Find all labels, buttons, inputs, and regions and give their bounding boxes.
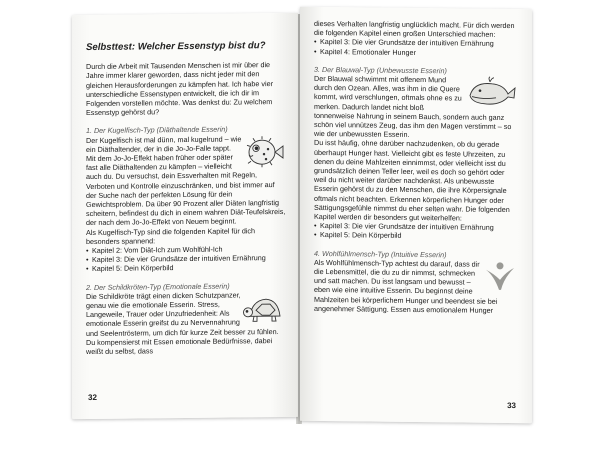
- section-text-pufferfish: Der Kugelfisch ist mal dünn, mal kugelrund – wie ein Diäthaltender, der in die Jo-Jo-Falle tappt. Mit dem Jo-Jo-Effekt haben früher oder später fast alle Diäthaltenden zu kämpfen – vielleicht auch du. Du versuchst, dein Essverhalten mit Regeln, Verboten und Kontrolle einzuschränken, und bist immer auf der Suche nach der perfekten Lösung für dein Gewichtsproblem. Da über 90 Prozent aller Diäten langfristig scheitern, befindest du dich in einem wahren Diät-Teufelskreis, der nach dem Jo-Jo-Effekt von Neuem beginnt.: [86, 134, 286, 228]
- right-page-content: [314, 19, 518, 315]
- wellbeing-person-icon: [482, 260, 518, 296]
- section-text-whale: Der Blauwal schwimmt mit offenem Mund durch den Ozean. Alles, was ihm in die Quere kommt, wird verschlungen, oftmals ohne es zu merken. Dadurch landet nicht bloß tonnenweise Nahrung in seinem Bauch, sondern auch ganz schön viel unnützes Zeug, das ihm den Magen verstimmt – so wie der unbewussten Esserin.: [314, 73, 512, 140]
- section-heading-turtle: 2. Der Schildkröten-Typ (Emotionale Esserin): [86, 281, 230, 292]
- pufferfish-icon: [242, 134, 286, 170]
- page-number: 32: [88, 392, 97, 403]
- chapter-list-pufferfish: [86, 244, 286, 274]
- section-text-wellbeing: Als Wohlfühlmensch-Typ achtest du darauf, dass dir die Lebensmittel, die du zu dir nimmst, schmecken und satt machen. Du isst langsam und bewusst – eben wie eine intuitive Esserin. Du beginnst deine Mahlzeiten bei körperlichem Hunger und beendest sie bei angenehmer Sättigung. Essen aus emotionalem Hunger: [314, 257, 498, 315]
- whale-icon: [466, 76, 518, 109]
- right-page: [300, 7, 532, 423]
- list-item: • Kapitel 4: Emotionaler Hunger: [314, 47, 518, 58]
- left-page-content: [86, 41, 286, 356]
- list-item: • Kapitel 3: Die vier Grundsätze der intuitiven Ernährung: [314, 221, 518, 232]
- section-text-whale-2: Du isst häufig, ohne darüber nachzudenken, ob du gerade überhaupt Hunger hast. Vielleicht gibt es feste Uhrzeiten, zu denen du deine Mahlzeiten einnimmst, oder vielleicht isst du grundsätzlich deinen Teller leer, weil es doch so gehört oder weil du nicht weiter darüber nachdenkst. Als unbewusste Esserin gehörst du zu den Menschen, die ihre Körpersignale oftmals nicht beachten. Erkennen körperlichen Hunger oder Sättigungsgefühle nimmst du eher selten wahr. Die folgenden Kapitel werden dir besonders gut weiterhelfen:: [314, 138, 510, 223]
- chapter-list-turtle: [314, 37, 518, 58]
- turtle-icon: [242, 290, 286, 326]
- section-heading-pufferfish: 1. Der Kugelfisch-Typ (Diäthaltende Esserin): [86, 124, 228, 136]
- left-page: [72, 13, 298, 419]
- continuation-text: dieses Verhalten langfristig unglücklich macht. Für dich werden die folgenden Kapitel einen großen Unterschied machen:: [314, 18, 515, 40]
- section-text-turtle: Die Schildkröte trägt einen dicken Schutzpanzer, genau wie die emotionale Esserin. Stress, Langeweile, Trauer oder Unzufriedenheit: Als emotionale Esserin greifst du zu Nervennahrung und Seelentrösterm, um dich für kurze Zeit besser zu fühlen. Du kompensierst mit Essen emotionale Bedürfnisse, dabei weißt du selbst, dass: [86, 290, 279, 357]
- list-item: • Kapitel 5: Dein Körperbild: [86, 262, 286, 273]
- list-item: • Kapitel 3: Die vier Grundsätze der intuitiven Ernährung: [314, 37, 518, 48]
- page-number: 33: [507, 400, 516, 411]
- list-item: • Kapitel 3: Die vier Grundsätze der intuitiven Ernährung: [86, 253, 286, 264]
- page-title: Selbsttest: Welcher Essenstyp bist du?: [86, 40, 266, 54]
- list-item: • Kapitel 5: Dein Körperbild: [314, 230, 518, 241]
- chapter-list-whale: [314, 221, 518, 242]
- intro-paragraph: Durch die Arbeit mit Tausenden Menschen ist mir über die Jahre immer klarer geworden, dass nicht jeder mit den gleichen Herausforderungen zu kämpfen hat. Ich habe vier unterschiedliche Essenstypen entwickelt, die ich dir im Folgenden vorstellen möchte. Was denkst du: Zu welchem Essenstyp gehörst du?: [86, 60, 273, 118]
- section-heading-whale: 3. Der Blauwal-Typ (Unbewusste Esserin): [314, 64, 447, 76]
- section-heading-wellbeing: 4. Wohlfühlmensch-Typ (Intuitive Esserin): [314, 248, 447, 259]
- section-follow-pufferfish: Als Kugelfisch-Typ sind die folgenden Kapitel für dich besonders spannend:: [86, 225, 256, 246]
- list-item: • Kapitel 2: Vom Diät-Ich zum Wohlfühl-Ich: [86, 244, 286, 255]
